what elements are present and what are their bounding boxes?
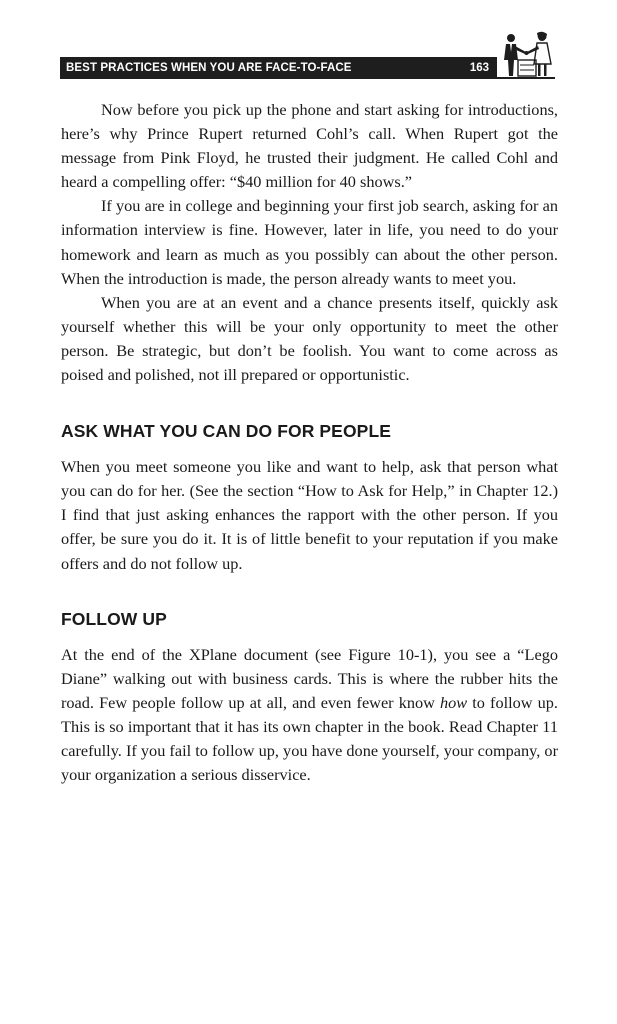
section-follow-paragraph <box>61 643 558 788</box>
body-paragraph: When you are at an event and a chance presents itself, quickly ask yourself whether this will be your only opportunity to meet the other person. Be strategic, but don’t be foolish. You want to come across as poised and polished, not ill prepared or opportunistic. <box>61 292 558 385</box>
running-header <box>60 57 497 79</box>
section-ask-paragraph: When you meet someone you like and want to help, ask that person what you can do for her. (See the section “How to Ask for Help,” in Chapter 12.) I find that just asking enhances the rapport with the other person. If you offer, be sure you do it. It is of little benefit to your reputation if you make offers and do not follow up. <box>61 457 558 573</box>
running-head-title: BEST PRACTICES WHEN YOU ARE FACE-TO-FACE <box>66 62 352 74</box>
section-heading-follow-up: FOLLOW UP <box>61 608 167 629</box>
page-number: 163 <box>469 62 489 74</box>
body-paragraph: Now before you pick up the phone and start asking for introductions, here’s why Prince Rupert returned Cohl’s call. When Rupert got the message from Pink Floyd, he trusted their judgment. He called Cohl and heard a compelling offer: “$40 million for 40 shows.” <box>61 100 558 192</box>
follow-text-after: to follow up. This is so important that it has its own chapter in the book. Read Chapter 11 carefully. If you fail to follow up, you have done yourself, your company, or your organization a serious disservice. <box>61 692 559 785</box>
body-paragraph: If you are in college and beginning your first job search, asking for an information interview is fine. However, later in life, you need to do your homework and learn as much as you possibly can about the other person. When the introduction is made, the person already wants to meet you. <box>61 196 558 288</box>
follow-text-before: At the end of the XPlane document (see Figure 10-1), you see a “Lego Diane” walking out with business cards. This is where the rubber hits the road. Few people follow up at all, and even fewer know <box>61 644 558 712</box>
handshake-illustration-icon <box>498 30 556 78</box>
emphasis-how: how <box>440 692 468 712</box>
section-heading-ask: ASK WHAT YOU CAN DO FOR PEOPLE <box>61 421 392 442</box>
page-body <box>61 98 558 787</box>
